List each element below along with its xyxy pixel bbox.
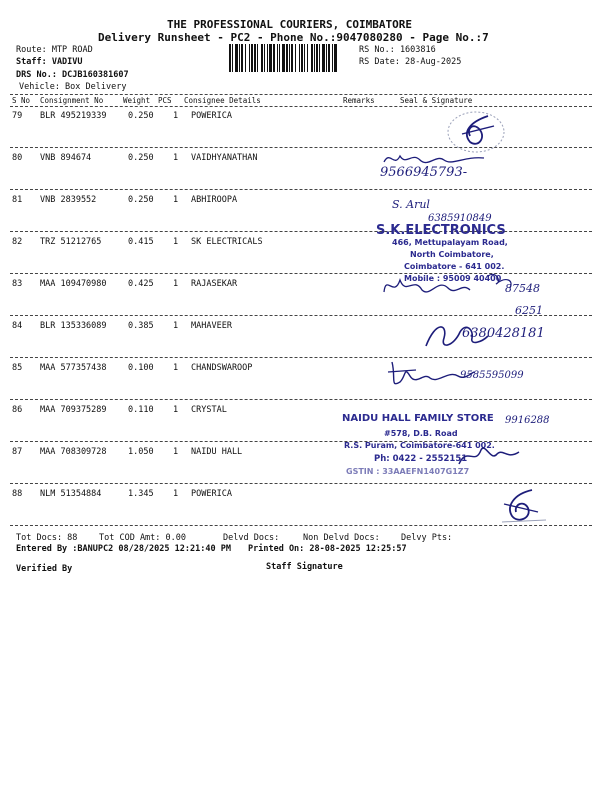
row-rule [10, 399, 592, 400]
row-sno: 81 [12, 195, 23, 205]
row-consignment: MAA 709375289 [40, 405, 107, 415]
col-weight: Weight [123, 96, 151, 105]
naidu-stamp-line4: Ph: 0422 - 2552151 [374, 454, 468, 464]
row-pcs: 1 [173, 447, 179, 457]
sk-stamp-line5: Mobile : 95009 40400 [404, 274, 502, 283]
row-consignment: VNB 2839552 [40, 195, 97, 205]
handwritten-digits-84: 6251 [515, 304, 543, 317]
row-consignment: MAA 708309728 [40, 447, 107, 457]
col-consignee: Consignee Details [184, 96, 261, 105]
row-pcs: 1 [173, 363, 179, 373]
header-bottom-rule [10, 106, 592, 107]
row-sno: 85 [12, 363, 23, 373]
row-rule [10, 189, 592, 190]
handwritten-name-81: S. Arul [392, 198, 430, 211]
col-sno: S No [12, 96, 31, 105]
row-pcs: 1 [173, 405, 179, 415]
row-pcs: 1 [173, 111, 179, 121]
row-sno: 87 [12, 447, 23, 457]
row-weight: 0.425 [128, 279, 154, 289]
row-consignment: BLR 135336089 [40, 321, 107, 331]
row-weight: 0.110 [128, 405, 154, 415]
row-consignee: CRYSTAL [191, 405, 227, 415]
sk-electronics-stamp: S.K.ELECTRONICS [376, 223, 506, 238]
row-pcs: 1 [173, 153, 179, 163]
naidu-stamp-line3: R.S. Puram, Coimbatore-641 002. [344, 441, 495, 450]
row-consignment: BLR 495219339 [40, 111, 107, 121]
sk-stamp-line3: North Coimbatore, [410, 250, 494, 259]
row-consignment: NLM 51354884 [40, 489, 102, 499]
rs-date-text: RS Date: 28-Aug-2025 [359, 57, 462, 67]
company-title: THE PROFESSIONAL COURIERS, COIMBATORE [167, 18, 413, 31]
staff-text: Staff: VADIVU [16, 57, 83, 67]
row-weight: 0.250 [128, 195, 154, 205]
barcode [229, 44, 357, 72]
row-pcs: 1 [173, 321, 179, 331]
tot-cod-amt: Tot COD Amt: 0.00 [99, 533, 186, 543]
route-text: Route: MTP ROAD [16, 45, 93, 55]
row-pcs: 1 [173, 195, 179, 205]
handwritten-phone-81: 6385910849 [428, 213, 492, 224]
row-rule [10, 315, 592, 316]
naidu-hall-stamp: NAIDU HALL FAMILY STORE [342, 413, 494, 424]
handwritten-phone-84: 6380428181 [462, 326, 545, 341]
row-weight: 1.050 [128, 447, 154, 457]
row-sno: 83 [12, 279, 23, 289]
col-pcs: PCS [158, 96, 172, 105]
row-weight: 0.250 [128, 111, 154, 121]
handwritten-phone-86: 9916288 [505, 415, 550, 426]
drs-text: DRS No.: DCJB160381607 [16, 70, 129, 80]
signature-row-87 [455, 440, 525, 470]
row-consignee: NAIDU HALL [191, 447, 243, 457]
row-pcs: 1 [173, 489, 179, 499]
row-consignee: CHANDSWAROOP [191, 363, 253, 373]
row-consignee: POWERICA [191, 489, 232, 499]
non-delvd-docs: Non Delvd Docs: [303, 533, 380, 543]
row-consignee: VAIDHYANATHAN [191, 153, 258, 163]
row-consignee: ABHIROOPA [191, 195, 238, 205]
row-sno: 86 [12, 405, 23, 415]
row-pcs: 1 [173, 279, 179, 289]
staff-signature-label: Staff Signature [266, 562, 343, 572]
header-top-rule [10, 94, 592, 95]
entered-by: Entered By :BANUPC2 08/28/2025 12:21:40 PM [16, 544, 231, 554]
row-weight: 0.415 [128, 237, 154, 247]
row-consignment: VNB 894674 [40, 153, 92, 163]
row-sno: 80 [12, 153, 23, 163]
row-weight: 0.100 [128, 363, 154, 373]
row-consignee: POWERICA [191, 111, 232, 121]
col-remarks: Remarks [343, 96, 375, 105]
row-consignment: MAA 577357438 [40, 363, 107, 373]
row-weight: 0.250 [128, 153, 154, 163]
col-consignment: Consignment No [40, 96, 104, 105]
verified-by: Verified By [16, 564, 73, 574]
row-sno: 82 [12, 237, 23, 247]
tot-docs: Tot Docs: 88 [16, 533, 78, 543]
sk-stamp-line4: Coimbatore - 641 002. [404, 262, 505, 271]
row-sno: 88 [12, 489, 23, 499]
row-pcs: 1 [173, 237, 179, 247]
naidu-stamp-line5: GSTIN : 33AAEFN1407G1Z7 [346, 467, 470, 476]
delvd-docs: Delvd Docs: [223, 533, 280, 543]
row-weight: 0.385 [128, 321, 154, 331]
sk-stamp-line2: 466, Mettupalayam Road, [392, 238, 508, 247]
row-consignment: TRZ 51212765 [40, 237, 102, 247]
handwritten-phone-85: 9585595099 [460, 370, 524, 381]
row-weight: 1.345 [128, 489, 154, 499]
vehicle-text: Vehicle: Box Delivery [19, 82, 127, 92]
row-consignment: MAA 109470980 [40, 279, 107, 289]
handwritten-phone-80: 9566945793- [380, 165, 468, 180]
row-consignee: SK ELECTRICALS [191, 237, 263, 247]
rs-no-text: RS No.: 1603816 [359, 45, 436, 55]
row-sno: 79 [12, 111, 23, 121]
row-sno: 84 [12, 321, 23, 331]
col-seal: Seal & Signature [400, 96, 473, 105]
row-consignee: RAJASEKAR [191, 279, 238, 289]
printed-on: Printed On: 28-08-2025 12:25:57 [248, 544, 407, 554]
row-rule [10, 357, 592, 358]
naidu-stamp-line2: #578, D.B. Road [384, 429, 458, 438]
handwritten-digits-83: 87548 [505, 282, 540, 295]
signature-row-88 [492, 484, 552, 528]
runsheet-subtitle: Delivery Runsheet - PC2 - Phone No.:9047080280 - Page No.:7 [98, 31, 489, 44]
row-consignee: MAHAVEER [191, 321, 232, 331]
delvy-pts: Delvy Pts: [401, 533, 453, 543]
